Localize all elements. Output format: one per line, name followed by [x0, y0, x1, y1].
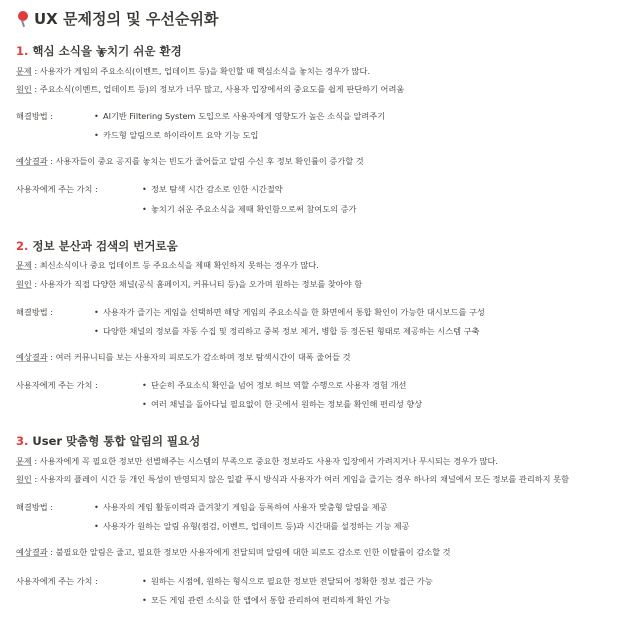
section-1-number: 1.	[16, 44, 29, 58]
section-1-result	[16, 156, 364, 167]
section-1-heading	[16, 43, 182, 59]
section-2-cause	[16, 279, 362, 290]
section-3-cause	[16, 474, 569, 485]
problem-label: 문제	[16, 260, 32, 270]
section-2-solution-label: 해결방법 :	[16, 307, 53, 317]
result-text: : 여러 커뮤니티를 보는 사용자의 피로도가 감소하며 정보 탐색시간이 대폭 줄어들 것	[47, 352, 351, 362]
section-2-value-2: • 여러 채널을 돌아다닐 필요없이 한 곳에서 원하는 정보를 확인해 편리성 향상	[151, 399, 422, 410]
cause-label: 원인	[16, 279, 32, 289]
section-2-solution-2: • 다양한 채널의 정보를 자동 수집 및 정리하고 중복 정보 제거, 병합 등 정돈된 형태로 제공하는 시스템 구축	[103, 326, 479, 337]
problem-text: : 최신소식이나 중요 업데이트 등 주요소식을 제때 확인하지 못하는 경우가 많다.	[31, 260, 319, 270]
section-3-solution-1: • 사용자의 게임 활동이력과 즐겨찾기 게임을 등록하여 사용자 맞춤형 알림을 제공	[103, 502, 387, 513]
section-3-value-2: • 모든 게임 관련 소식을 한 앱에서 통합 관리하여 편리하게 확인 가능	[151, 595, 391, 606]
result-text: : 사용자들이 중요 공지를 놓치는 빈도가 줄어들고 알림 수신 후 정보 확인률이 증가할 것	[47, 156, 364, 166]
section-3-value-1: • 원하는 시점에, 원하는 형식으로 필요한 정보만 전달되어 정확한 정보 접근 가능	[151, 576, 433, 587]
section-1-solution-2: • 카드형 알림으로 하이라이트 요약 기능 도입	[103, 130, 258, 141]
result-text: : 불필요한 알림은 줄고, 필요한 정보만 사용자에게 전달되며 알림에 대한 피로도 감소로 인한 이탈률이 감소할 것	[47, 547, 451, 557]
section-3-value-label: 사용자에게 주는 가치 :	[16, 576, 98, 586]
section-2-number: 2.	[16, 239, 29, 253]
result-label: 예상결과	[16, 156, 48, 166]
result-label: 예상결과	[16, 547, 48, 557]
section-2-solution-1: • 사용자가 즐기는 게임을 선택하면 해당 게임의 주요소식을 한 화면에서 통합 확인이 가능한 대시보드를 구성	[103, 307, 485, 318]
section-3-heading	[16, 433, 200, 449]
page-title-text: UX 문제정의 및 우선순위화	[34, 10, 219, 28]
pushpin-icon	[16, 10, 30, 28]
cause-text: : 주요소식(이벤트, 업데이트 등)의 정보가 너무 많고, 사용자 입장에서의 중요도를 쉽게 판단하기 어려움	[31, 84, 405, 94]
result-label: 예상결과	[16, 352, 48, 362]
problem-label: 문제	[16, 66, 32, 76]
section-1-solution-label: 해결방법 :	[16, 111, 53, 121]
section-3-heading-text: User 맞춤형 통합 알림의 필요성	[32, 434, 201, 448]
section-1-value-label: 사용자에게 주는 가치 :	[16, 184, 98, 194]
problem-text: : 사용자에게 꼭 필요한 정보만 선별해주는 시스템의 부족으로 중요한 정보라도 사용자 입장에서 가려지거나 무시되는 경우가 많다.	[31, 456, 499, 466]
cause-label: 원인	[16, 84, 32, 94]
section-1-value-2: • 놓치기 쉬운 주요소식을 제때 확인함으로써 참여도의 증가	[151, 204, 356, 215]
section-1-heading-text: 핵심 소식을 놓치기 쉬운 환경	[32, 44, 182, 58]
section-2-problem	[16, 260, 319, 271]
section-2-value-label: 사용자에게 주는 가치 :	[16, 380, 98, 390]
section-3-result	[16, 547, 451, 558]
section-3-solution-2: • 사용자가 원하는 알림 유형(점검, 이벤트, 업데이트 등)과 시간대를 설정하는 기능 제공	[103, 521, 410, 532]
problem-label: 문제	[16, 456, 32, 466]
section-2-heading-text: 정보 분산과 검색의 번거로움	[32, 239, 178, 253]
cause-text: : 사용자의 플레이 시간 등 개인 특성이 반영되지 않은 일괄 푸시 방식과 사용자가 여러 게임을 즐기는 경우 하나의 채널에서 모든 정보를 관리하지 못함	[31, 474, 569, 484]
section-3-number: 3.	[16, 434, 29, 448]
section-1-problem	[16, 66, 370, 77]
section-3-problem	[16, 456, 498, 467]
section-1-cause	[16, 84, 404, 95]
cause-label: 원인	[16, 474, 32, 484]
section-1-value-1: • 정보 탐색 시간 감소로 인한 시간절약	[151, 184, 283, 195]
page-title	[16, 8, 218, 29]
section-2-heading	[16, 238, 178, 254]
section-1-solution-1: • AI기반 Filtering System 도입으로 사용자에게 영향도가 높은 소식을 알려주기	[103, 111, 385, 122]
section-2-value-1: • 단순히 주요소식 확인을 넘어 정보 허브 역할 수행으로 사용자 경험 개선	[151, 380, 406, 391]
section-2-result	[16, 352, 351, 363]
problem-text: : 사용자가 게임의 주요소식(이벤트, 업데이트 등)을 확인할 때 핵심소식을 놓치는 경우가 많다.	[31, 66, 371, 76]
cause-text: : 사용자가 직접 다양한 채널(공식 홈페이지, 커뮤니티 등)을 오가며 원하는 정보를 찾아야 함	[31, 279, 363, 289]
section-3-solution-label: 해결방법 :	[16, 502, 53, 512]
